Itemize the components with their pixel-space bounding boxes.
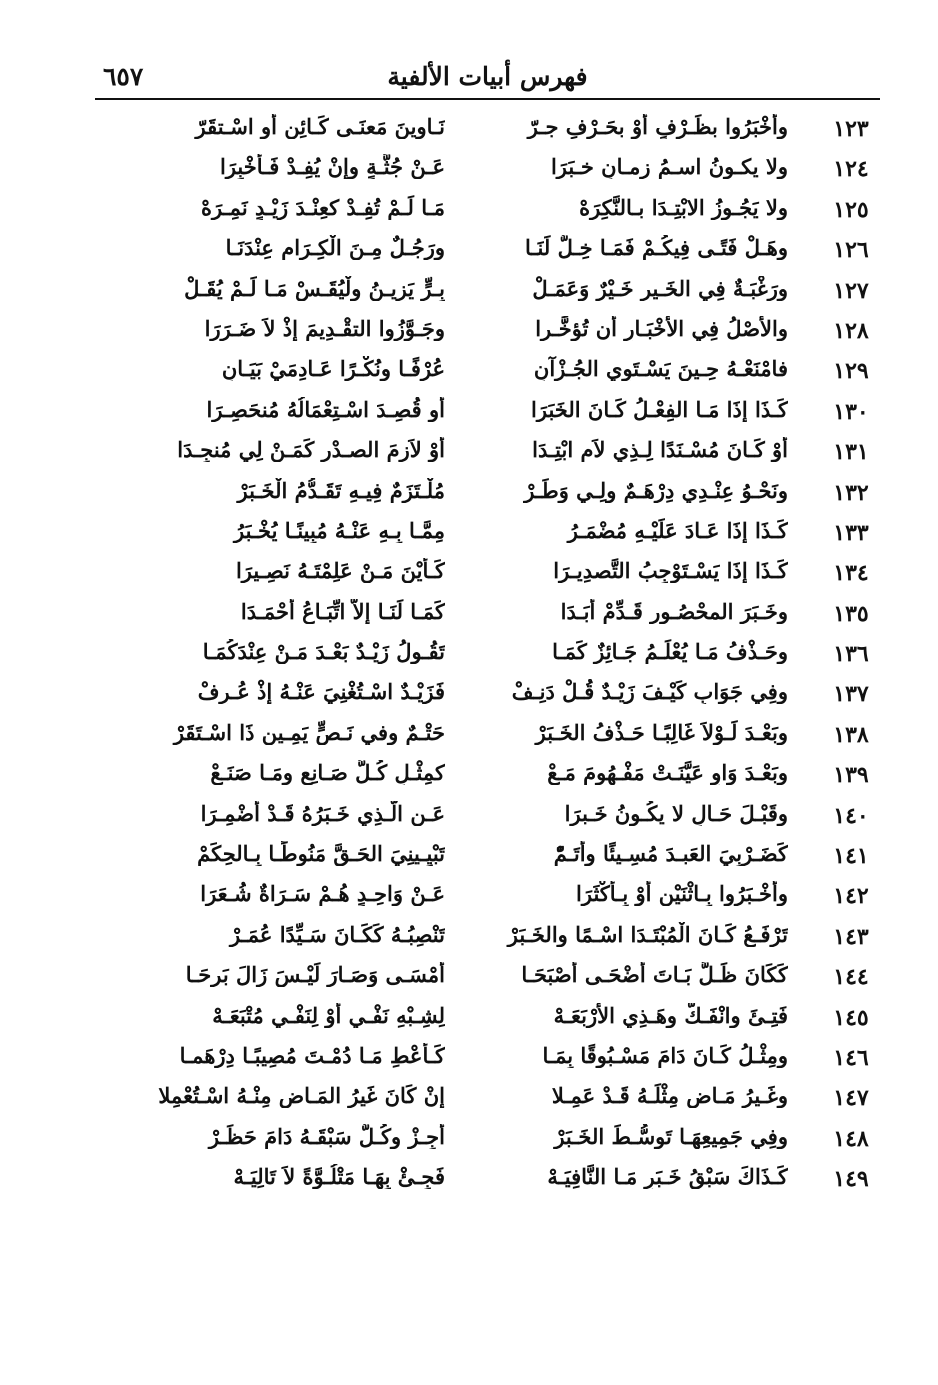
verse-second-hemistich: تَنْصِبُـهُ كَكَـانَ سَـيِّدًا عُمَـرْ xyxy=(230,921,445,947)
verse-second-hemistich: مِمَّـا بِـهِ عَنْـهُ مُبِينًـا يُخْـبَرُ xyxy=(233,517,445,543)
verse-number: ١٤٠ xyxy=(833,802,869,829)
verse-row xyxy=(95,795,880,835)
verse-second-hemistich: فَجِـئْ بِهَـا مَتْلُـوَّةً لاَ تَالِيَـهْ xyxy=(233,1164,445,1190)
verse-number: ١٤٥ xyxy=(833,1004,869,1031)
verse-second-hemistich: عَـنْ جُثَّـةٍ وإنْ يُفِـدْ فَـأخْبِرَا xyxy=(219,154,445,180)
verse-number: ١٤٣ xyxy=(833,923,869,950)
verse-number: ١٢٦ xyxy=(833,237,869,264)
verse-second-hemistich: مُلْـتَزَمٌ فِيـهِ تَقَـدُّمُ الْخَـبَرْ xyxy=(237,477,445,503)
verse-row xyxy=(95,310,880,350)
verse-row xyxy=(95,916,880,956)
verse-first-hemistich: وهَـلْ فَتًـى فِيكُـمْ فَمَـا خِـلٌّ لَنَـا xyxy=(524,235,788,261)
verse-row xyxy=(95,552,880,592)
verse-number: ١٣٦ xyxy=(833,641,869,668)
verse-first-hemistich: فَتِـئَ وانْفَـكَّ وهَـذِي الأَرْبَعَـهْ xyxy=(553,1002,788,1028)
verse-row xyxy=(95,997,880,1037)
verse-number: ١٤٩ xyxy=(833,1166,869,1193)
verse-second-hemistich: لِشِـبْهِ نَفْـيٍ أَوْ لِنَفْـيٍ مُتْبَعَـهْ xyxy=(212,1002,445,1028)
verse-first-hemistich: ومِثْـلُ كَـانَ دَامَ مَسْـبُوقًا بِمَـا xyxy=(542,1042,788,1068)
verse-first-hemistich: وفِي جَمِيعِهَـا تَوسُّـطَ الخَـبَرْ xyxy=(554,1123,788,1149)
verse-row xyxy=(95,1118,880,1158)
verse-row xyxy=(95,431,880,471)
verse-row xyxy=(95,270,880,310)
verse-row xyxy=(95,633,880,673)
verse-number: ١٢٣ xyxy=(833,116,869,142)
verse-row xyxy=(95,673,880,713)
verse-first-hemistich: ونَحْـوُ عِنْـدِي دِرْهَـمٌ ولِـي وَطَـرْ xyxy=(524,477,788,503)
verse-first-hemistich: وبَعْـدَ وَاوٍ عَيَّنَـتْ مَفْـهُومَ مَـعْ xyxy=(547,760,788,786)
verse-second-hemistich: وجَـوَّزُوا التقْـدِيمَ إِذْ لاَ ضَـرَرَا xyxy=(204,315,445,341)
verse-number: ١٤٢ xyxy=(833,883,869,910)
verse-first-hemistich: أوْ كَـانَ مُسْـنَدًا لِـذِي لاَمِ ابْتِـدَا xyxy=(532,437,788,463)
verse-first-hemistich: والأَصْلُ فِي الأَخْبَـارِ أَن تُؤخَّـرا xyxy=(535,315,788,341)
verse-first-hemistich: كَكَانَ ظَـلَّ بَـاتَ أَضْحَـى أَصْبَحَـا xyxy=(521,962,788,988)
verse-first-hemistich: فامْنَعْـهُ حِـينَ يَسْـتَوِي الجُـزْآنِ xyxy=(533,356,788,382)
verse-number: ١٤١ xyxy=(833,843,869,870)
verse-second-hemistich: كَـأَيْنَ مَـنْ عَلِمْتَـهُ نَصِـيرَا xyxy=(235,558,445,584)
verse-first-hemistich: وبَعْـدَ لَـوْلاَ غَالِبًـا حَـذْفُ الخَـبَرْ xyxy=(535,719,788,745)
verse-row xyxy=(95,714,880,754)
verse-second-hemistich: كَـأَعْطِ مَـا دُمْـتَ مُصِيبًـا دِرْهَمـا xyxy=(179,1042,445,1068)
verse-second-hemistich: مَـا لَـمْ تُفِـدْ كعِنْـدَ زَيْـدٍ نَمِـرَهْ xyxy=(200,194,445,220)
verse-number: ١٢٧ xyxy=(833,277,869,304)
verse-number: ١٣٣ xyxy=(833,519,869,546)
verse-second-hemistich: عُرْفًـا ونُكْـرًا عَـادِمَيْ بَيَـانِ xyxy=(221,356,445,382)
verse-second-hemistich: إنْ كَانَ غَيرُ المَـاضِ مِنْـهُ اسْـتُعْمِلا xyxy=(158,1083,445,1109)
verse-first-hemistich: تَرْفَـعُ كَـانَ الْمُبْتَـدَا اسْـمًا والخَـبَرْ xyxy=(507,921,788,947)
verse-row xyxy=(95,391,880,431)
verse-row xyxy=(95,754,880,794)
verse-row xyxy=(95,229,880,269)
verse-number: ١٣٧ xyxy=(833,681,869,708)
verse-first-hemistich: كَـذَا إذَا يَسْـتَوْجِبُ التَّصدِيـرَا xyxy=(553,558,788,584)
verse-number: ١٢٨ xyxy=(833,317,869,344)
verse-row xyxy=(95,148,880,188)
verse-number: ١٤٤ xyxy=(833,964,869,991)
verse-second-hemistich: بِـرٍّ يَزِيـنُ ولْيُقَـسْ مَـا لَـمْ يُقَـلْ xyxy=(184,275,445,301)
verse-second-hemistich: أَجِـزْ وكُـلٌّ سَبْقَـهُ دَامَ حَظَـرْ xyxy=(208,1123,445,1149)
verse-number: ١٤٦ xyxy=(833,1044,869,1071)
verse-number: ١٢٤ xyxy=(833,156,869,183)
verse-first-hemistich: وأخْـبَرُوا بِـاثْنَيْنِ أوْ بِـأكْثَرَا xyxy=(576,881,788,907)
verse-second-hemistich: نَـاوِينَ مَعنَـى كَـائِنٍ أَوِ اسْـتقَرّ xyxy=(195,114,445,139)
verse-second-hemistich: فَزَيْـدٌ اسْـتُغْنِيَ عَنْـهُ إذْ عُـرِفْ xyxy=(197,679,445,705)
verse-row xyxy=(95,1037,880,1077)
verse-number: ١٣٩ xyxy=(833,762,869,789)
verse-second-hemistich: ورَجُـلٌ مِـنَ الْكِـرَامِ عِنْدَنَـا xyxy=(225,235,445,261)
verse-first-hemistich: ولا يكـونُ اسـمُ زمـانٍ خـبَرَا xyxy=(550,154,788,180)
verse-second-hemistich: كمِثْـلِ كُـلُّ صَـانِعٍ ومَـا صَنَـعْ xyxy=(210,760,445,786)
verse-number: ١٣٤ xyxy=(833,560,869,587)
verse-index-list xyxy=(95,108,880,1199)
verse-first-hemistich: كَـذَاكَ سَبْقُ خَـبَرٍ مَـا النَّافِيَـهْ xyxy=(547,1164,788,1190)
verse-row xyxy=(95,1077,880,1117)
verse-first-hemistich: كَـذَا إذَا عَـادَ عَلَيْـهِ مُضْمَـرُ xyxy=(567,517,788,543)
verse-row xyxy=(95,875,880,915)
verse-row xyxy=(95,350,880,390)
verse-number: ١٣٥ xyxy=(833,600,869,627)
verse-second-hemistich: كَمَـا لَنَـا إلاَّ اتِّبَـاعُ أَحْمَـدَا xyxy=(240,598,445,624)
verse-first-hemistich: وخَـبَرَ المحْصُـورِ قَـدِّمْ أبَـدَا xyxy=(560,598,788,624)
verse-row xyxy=(95,1158,880,1198)
verse-number: ١٢٩ xyxy=(833,358,869,385)
verse-first-hemistich: وأخْبَرُوا بظَـرْفٍ أَوْ بحَـرْفِ جـرّ xyxy=(527,114,788,139)
verse-row xyxy=(95,189,880,229)
verse-number: ١٢٥ xyxy=(833,196,869,223)
verse-number: ١٣٢ xyxy=(833,479,869,506)
verse-row xyxy=(95,108,880,148)
verse-second-hemistich: أو قُصِـدَ اسْـتِعْمَالُهُ مُنحَصِـرَا xyxy=(206,396,445,422)
page-title: فهرس أبيات الألفية xyxy=(387,62,588,91)
verse-row xyxy=(95,472,880,512)
verse-number: ١٣١ xyxy=(833,439,869,466)
verse-number: ١٤٧ xyxy=(833,1085,869,1112)
verse-second-hemistich: عَـنِ الَّـذِي خَـبَرُهُ قَـدْ أُضْمِـرَا xyxy=(200,800,445,826)
verse-number: ١٤٨ xyxy=(833,1125,869,1152)
verse-first-hemistich: كَضَـرْبِيَ العَبـدَ مُسِـيئًا وأَتَـمّْ xyxy=(553,841,788,867)
verse-second-hemistich: أَمْسَـى وَصَـارَ لَيْـسَ زَالَ بَرِحَـا xyxy=(185,962,445,988)
verse-row xyxy=(95,593,880,633)
verse-row xyxy=(95,835,880,875)
verse-first-hemistich: وقَبْـلَ حَـالٍ لا يكُـونُ خَـبرَا xyxy=(564,800,788,826)
verse-second-hemistich: حَتْـمٌ وفي نَـصٍّ يَمِـينٍ ذَا اسْـتَقَرْ xyxy=(173,719,445,745)
page-number: ٦٥٧ xyxy=(103,62,144,91)
verse-row xyxy=(95,956,880,996)
header-rule xyxy=(95,98,880,100)
verse-second-hemistich: تَبْيِـينِيَ الحَـقَّ مَنُوطًـا بِـالحِكَمْ xyxy=(197,841,445,867)
verse-second-hemistich: تَقُـولُ زَيْـدٌ بَعْـدَ مَـنْ عِنْدَكُمَـا xyxy=(202,639,445,665)
verse-first-hemistich: ولا يَجُـوزُ الابْتِـدَا بـالنَّكِرَهْ xyxy=(579,194,788,220)
verse-first-hemistich: وحَـذْفُ مَـا يُعْلَـمُ جَـائِزٌ كَمَـا xyxy=(552,639,788,665)
verse-second-hemistich: أوْ لاَزِمَ الصـدْرِ كَمَـنْ لِي مُنجِـدَا xyxy=(177,437,445,463)
verse-second-hemistich: عَـنْ وَاحِـدٍ هُـمْ سَـرَاةٌ شُـعَرَا xyxy=(200,881,445,907)
verse-first-hemistich: كَـذَا إذَا مَـا الفِعْـلُ كَـانَ الخَبَرَا xyxy=(531,396,788,422)
verse-number: ١٣٠ xyxy=(833,398,869,425)
verse-first-hemistich: وغَـيرُ مَـاضٍ مِثْلَـهُ قَـدْ عَمِـلا xyxy=(551,1083,788,1109)
verse-number: ١٣٨ xyxy=(833,721,869,748)
verse-first-hemistich: وفِي جَوَابِ كَيْـفَ زَيْـدٌ قُـلْ دَنِـفْ xyxy=(511,679,788,705)
verse-row xyxy=(95,512,880,552)
verse-first-hemistich: ورَغْبَـةٌ فِي الخَـيرِ خَـيْرٌ وَعَمَـلْ xyxy=(532,275,788,301)
